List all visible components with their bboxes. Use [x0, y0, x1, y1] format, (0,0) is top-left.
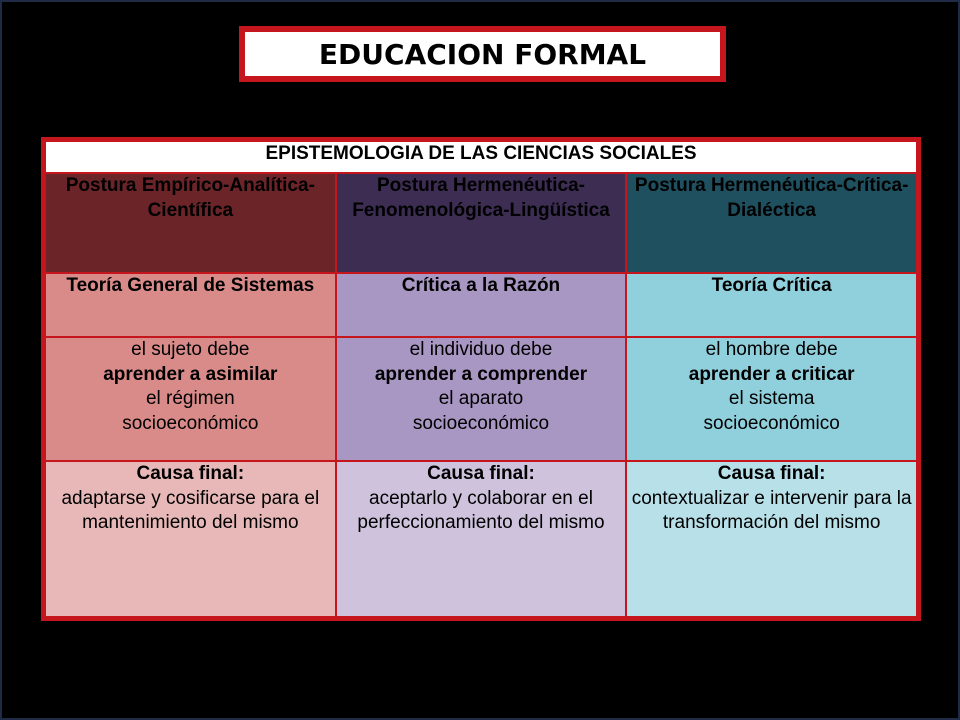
slide-title: EDUCACION FORMAL [318, 37, 647, 71]
description-cell [45, 337, 336, 461]
cause-text: aceptarlo y colaborar en el perfeccionamiento del mismo [357, 487, 605, 534]
description-line: el hombre debe [705, 339, 838, 360]
description-line: el sujeto debe [131, 339, 250, 360]
column-heading-empirico: Postura Empírico-Analítica-Científica [45, 173, 336, 273]
description-emphasis: aprender a criticar [688, 363, 855, 385]
cause-label: Causa final: [136, 463, 245, 484]
table-header-row [45, 141, 917, 173]
cause-cell [336, 461, 627, 617]
description-emphasis: aprender a asimilar [103, 363, 278, 385]
heading-row [45, 173, 917, 273]
table-main-header: EPISTEMOLOGIA DE LAS CIENCIAS SOCIALES [45, 141, 917, 173]
theory-cell: Teoría General de Sistemas [45, 273, 336, 337]
cause-row [45, 461, 917, 617]
cause-cell [45, 461, 336, 617]
description-line: socioeconómico [703, 413, 840, 435]
description-line: socioeconómico [412, 413, 550, 435]
cause-text: contextualizar e intervenir para la transformación del mismo [631, 487, 912, 534]
description-emphasis: aprender a comprender [374, 363, 588, 385]
cause-text: adaptarse y cosificarse para el mantenimiento del mismo [61, 487, 320, 534]
theory-row [45, 273, 917, 337]
theory-cell: Teoría Crítica [626, 273, 917, 337]
description-cell [336, 337, 627, 461]
description-line: el régimen [145, 388, 235, 410]
description-line: el sistema [728, 388, 815, 410]
description-line: el aparato [438, 388, 524, 410]
title-box [239, 26, 726, 82]
column-heading-hermeneutica-critica: Postura Hermenéutica-Crítica-Dialéctica [626, 173, 917, 273]
cause-label: Causa final: [717, 463, 826, 484]
cause-cell [626, 461, 917, 617]
table-grid [44, 140, 918, 618]
cause-label: Causa final: [427, 463, 535, 484]
description-row [45, 337, 917, 461]
description-line: socioeconómico [122, 413, 259, 435]
epistemology-table [41, 137, 921, 621]
theory-cell: Crítica a la Razón [336, 273, 627, 337]
column-heading-hermeneutica-fenomenologica: Postura Hermenéutica-Fenomenológica-Lingüística [336, 173, 627, 273]
description-cell [626, 337, 917, 461]
description-line: el individuo debe [409, 339, 553, 360]
